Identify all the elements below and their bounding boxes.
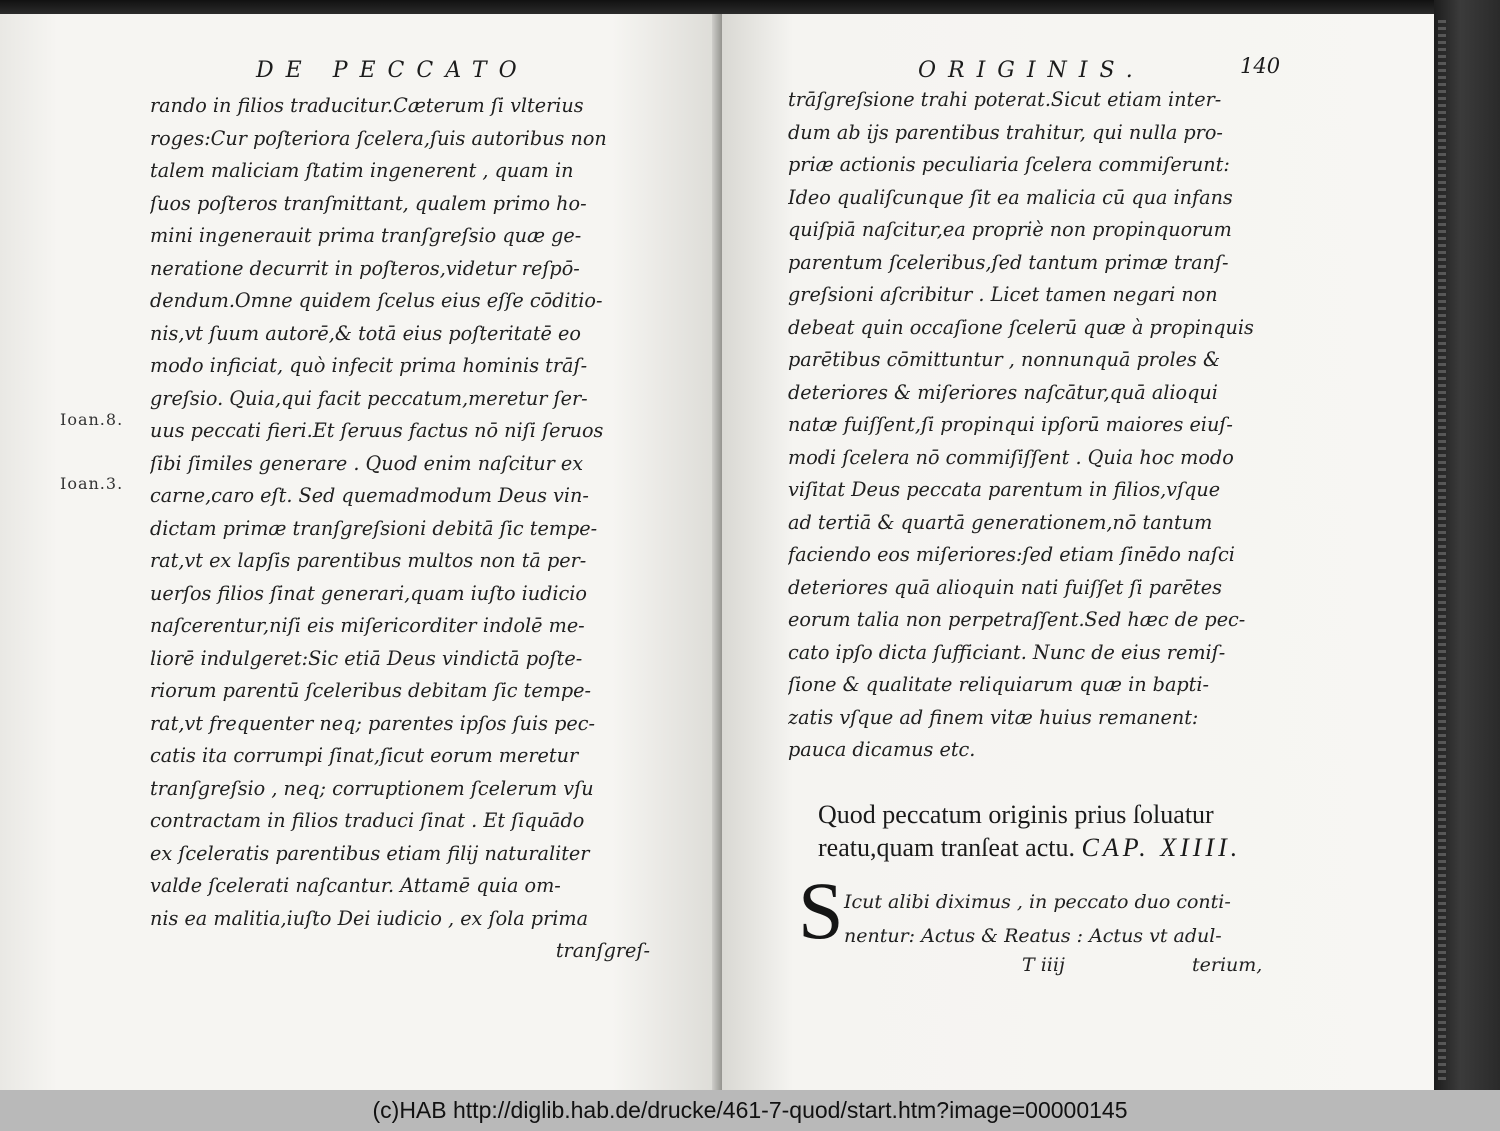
chapter-heading-line-1: Quod peccatum originis prius ſoluatur	[818, 800, 1214, 829]
left-line: modo inficiat, quò infecit prima hominis trāſ-	[150, 354, 588, 377]
right-line: priæ actionis peculiaria ſcelera commiſerunt:	[788, 153, 1230, 176]
right-line: dum ab ijs parentibus trahitur, qui nulla pro-	[788, 120, 1223, 144]
left-line: nis ea malitia,iuſto Dei iudicio , ex ſola prima	[150, 906, 589, 930]
right-line: Ideo qualiſcunque ſit ea malicia cū qua infans	[788, 185, 1233, 209]
left-line: ex ſceleratis parentibus etiam filij naturaliter	[150, 841, 590, 865]
margin-note-ioan-3: Ioan.3.	[60, 474, 124, 493]
left-line: rat,vt frequenter neq; parentes ipſos ſuis pec-	[150, 711, 595, 735]
right-line: debeat quin occaſione ſcelerū quæ à propinquis	[788, 315, 1254, 339]
left-line: uerſos filios ſinat generari,quam iuſto iudicio	[150, 581, 587, 605]
left-line: mini ingenerauit prima tranſgreſsio quæ ge-	[150, 224, 582, 247]
left-page-text	[150, 90, 650, 968]
drop-cap: S	[798, 865, 844, 956]
copyright-footer: (c)HAB http://diglib.hab.de/drucke/461-7-quod/start.htm?image=00000145	[0, 1090, 1500, 1131]
right-line: ſione & qualitate reliquiarum quæ in bapti-	[788, 673, 1209, 696]
right-line: parentum ſceleribus,ſed tantum primæ tranſ-	[788, 250, 1229, 274]
chapter-heading-line-2: reatu,quam tranſeat actu. CAP. XIIII.	[818, 833, 1242, 862]
catchword: terium,	[1192, 954, 1263, 976]
left-line: ſibi ſimiles generare . Quod enim naſcitur ex	[150, 451, 584, 475]
left-line: roges:Cur poſteriora ſcelera,ſuis autoribus non	[150, 126, 607, 150]
left-line: carne,caro eſt. Sed quemadmodum Deus vin-	[150, 484, 589, 507]
left-line: tranſgreſ-	[555, 939, 650, 962]
right-line: pauca dicamus etc.	[788, 738, 976, 761]
right-line: trāſgreſsione trahi poterat.Sicut etiam inter-	[788, 88, 1222, 111]
right-line: quiſpiā naſcitur,ea propriè non propinquorum	[788, 218, 1232, 241]
left-line: rando in filios traducitur.Cæterum ſi vlterius	[150, 94, 584, 117]
right-line: natæ fuiſſent,ſi propinqui ipſorū maiores eiuſ-	[788, 413, 1233, 436]
signature-mark: T iiij	[1022, 954, 1065, 976]
left-line: riorum parentū ſceleribus debitam ſic tempe-	[150, 679, 592, 702]
left-line: greſsio. Quia,qui facit peccatum,meretur ſer-	[150, 386, 588, 410]
left-line: tranſgreſsio , neq; corruptionem ſcelerum vſu	[150, 776, 594, 800]
left-line: dictam primæ tranſgreſsioni debitā ſic tempe-	[150, 516, 598, 540]
chapter-number: CAP. XIIII.	[1081, 833, 1242, 862]
right-line: zatis vſque ad finem vitæ huius remanent:	[788, 705, 1199, 729]
right-page	[722, 14, 1434, 1090]
right-line: eorum talia non perpetraſſent.Sed hæc de pec-	[788, 608, 1246, 631]
right-line: parētibus cōmittuntur , nonnunquā proles &	[788, 348, 1221, 371]
right-line: deteriores & miſeriores naſcātur,quā alioqui	[788, 380, 1218, 404]
right-line: cato ipſo dicta ſufficiant. Nunc de eius remiſ-	[788, 640, 1226, 664]
left-running-head: DE PECCATO	[256, 58, 529, 83]
left-line: naſcerentur,niſi eis miſericorditer indolē me-	[150, 614, 585, 637]
left-line: neratione decurrit in poſteros,videtur reſpō-	[150, 256, 580, 280]
left-line: talem maliciam ſtatim ingenerent , quam in	[150, 159, 574, 182]
margin-note-ioan-8: Ioan.8.	[60, 410, 124, 429]
right-line: deteriores quā alioquin nati fuiſſet ſi parētes	[788, 575, 1222, 599]
right-line: modi ſcelera nō commiſiſſent . Quia hoc modo	[788, 445, 1234, 469]
left-page	[0, 14, 720, 1090]
scan-right-edge	[1434, 0, 1500, 1090]
left-line: uus peccati fieri.Et ſeruus factus nō niſi ſeruos	[150, 419, 604, 442]
left-line: nis,vt ſuum autorē,& totā eius poſteritatē eo	[150, 321, 581, 345]
left-line: contractam in filios traduci ſinat . Et ſiquādo	[150, 809, 585, 832]
left-line: valde ſcelerati naſcantur. Attamē quia om-	[150, 874, 561, 897]
right-line: greſsioni aſcribitur . Licet tamen negari non	[788, 283, 1218, 306]
right-line: ad tertiā & quartā generationem,nō tantum	[788, 510, 1213, 534]
left-line: catis ita corrumpi ſinat,ſicut eorum meretur	[150, 744, 579, 767]
right-page-text	[788, 84, 1288, 767]
right-running-head: ORIGINIS.	[918, 58, 1145, 83]
chapter-line-1: Icut alibi diximus , in peccato duo conti-	[844, 891, 1231, 913]
left-line: rat,vt ex lapſis parentibus multos non tā per-	[150, 549, 587, 572]
left-line: dendum.Omne quidem ſcelus eius eſſe cōditio-	[150, 289, 603, 312]
page-number: 140	[1240, 54, 1281, 78]
left-line: liorē indulgeret:Sic etiā Deus vindictā poſte-	[150, 646, 583, 670]
right-line: faciendo eos miſeriores:ſed etiam ſinēdo naſci	[788, 543, 1235, 566]
left-line: ſuos poſteros tranſmittant, qualem primo ho-	[150, 191, 587, 215]
right-line: viſitat Deus peccata parentum in filios,vſque	[788, 478, 1221, 501]
chapter-line-2: nentur: Actus & Reatus : Actus vt adul-	[844, 925, 1222, 947]
chapter-heading	[818, 798, 1298, 864]
